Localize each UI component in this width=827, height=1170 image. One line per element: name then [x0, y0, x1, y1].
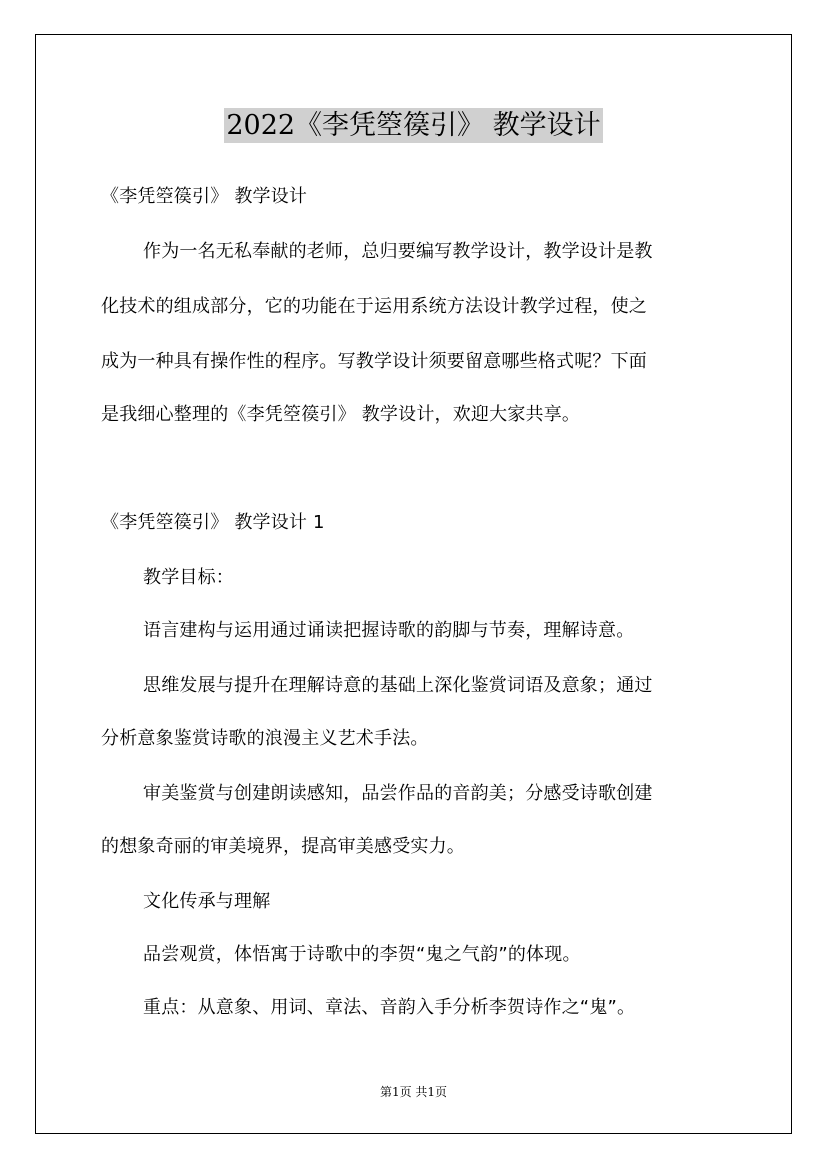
body-line: 文化传承与理解 [143, 891, 271, 912]
body-line: 重点：从意象、用词、章法、音韵入手分析李贺诗作之“鬼”。 [143, 997, 636, 1018]
body-line: 的想象奇丽的审美境界，提高审美感受实力。 [101, 836, 465, 857]
intro-line: 化技术的组成部分，它的功能在于运用系统方法设计教学过程，使之 [101, 296, 647, 317]
body-line: 审美鉴赏与创建朗读感知，品尝作品的音韵美；分感受诗歌创建 [143, 783, 653, 804]
intro-line: 作为一名无私奉献的老师，总归要编写教学设计，教学设计是教 [143, 241, 653, 262]
intro-line: 成为一种具有操作性的程序。写教学设计须要留意哪些格式呢？下面 [101, 351, 647, 372]
body-line: 教学目标： [143, 567, 234, 588]
document-title-text: 2022《李凭箜篌引》 教学设计 [226, 110, 601, 141]
intro-line: 是我细心整理的《李凭箜篌引》 教学设计，欢迎大家共享。 [101, 404, 581, 425]
document-title [0, 103, 827, 142]
document-heading: 《李凭箜篌引》 教学设计 [101, 186, 308, 207]
section-heading: 《李凭箜篌引》 教学设计 1 [101, 512, 325, 533]
body-line: 思维发展与提升在理解诗意的基础上深化鉴赏词语及意象；通过 [143, 675, 653, 696]
body-line: 分析意象鉴赏诗歌的浪漫主义艺术手法。 [101, 728, 429, 749]
body-line: 品尝观赏，体悟寓于诗歌中的李贺“鬼之气韵”的体现。 [143, 944, 581, 965]
body-line: 语言建构与运用通过诵读把握诗歌的韵脚与节奏，理解诗意。 [143, 620, 635, 641]
page-footer: 第1页 共1页 [379, 1085, 448, 1099]
